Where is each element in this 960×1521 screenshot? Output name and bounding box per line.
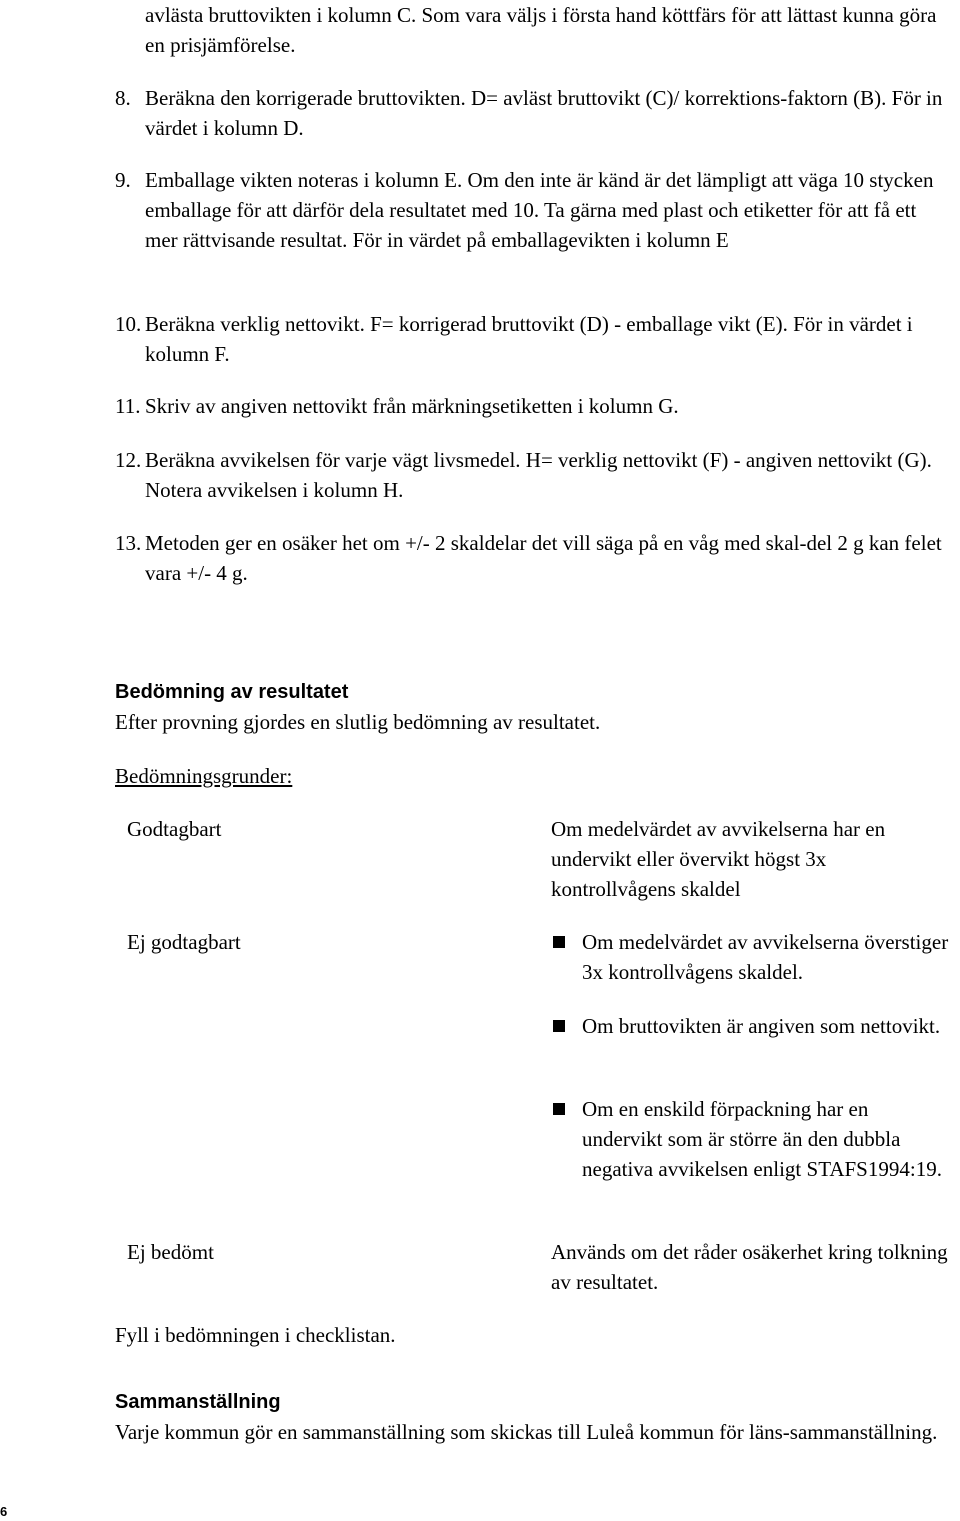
step-number: 9. [115,168,131,192]
not-assessed-term: Ej bedömt [127,1240,214,1264]
square-bullet-icon [553,1103,565,1115]
bullet-text: Om en enskild förpackning har en undervikt som är större än den dubbla negativa avvikelsen enligt STAFS1994:19. [582,1097,942,1181]
step-number: 11. [115,394,141,418]
not-approved-bullet [551,927,951,987]
not-approved-bullet [551,1094,951,1184]
page-number: 6 [0,1504,8,1519]
summary-text: Varje kommun gör en sammanställning som skickas till Luleå kommun för läns-sammanställning. [115,1420,938,1444]
not-approved-term: Ej godtagbart [127,930,241,954]
step-7-continuation: avlästa bruttovikten i kolumn C. Som vara väljs i första hand köttfärs för att lättast kunna göra en prisjämförelse. [145,3,937,57]
bullet-text: Om bruttovikten är angiven som nettovikt. [582,1014,941,1038]
step-text: Beräkna den korrigerade bruttovikten. D= avläst bruttovikt (C)/ korrektions-faktorn (B). För in värdet i kolumn D. [145,86,943,140]
square-bullet-icon [553,1020,565,1032]
step-number: 12. [115,448,142,472]
step-text: Beräkna avvikelsen för varje vägt livsmedel. H= verklig nettovikt (F) - angiven nettovikt (G). Notera avvikelsen i kolumn H. [145,448,932,502]
approved-term: Godtagbart [127,817,222,841]
step-number: 10. [115,312,142,336]
bullet-text: Om medelvärdet av avvikelserna överstiger 3x kontrollvågens skaldel. [582,930,949,984]
step-9 [115,165,945,255]
criteria-label: Bedömningsgrunder: [115,764,293,788]
step-number: 8. [115,86,131,110]
step-8 [115,83,945,143]
step-text: Emballage vikten noteras i kolumn E. Om den inte är känd är det lämpligt att väga 10 stycken emballage för att därför dela resultatet med 10. Ta gärna med plast och etiketter för att få ett mer rättvisande resultat. För in värdet på emballagevikten i kolumn E [145,168,934,252]
not-assessed-desc: Används om det råder osäkerhet kring tolkning av resultatet. [551,1240,948,1294]
summary-heading: Sammanställning [115,1391,281,1413]
step-text: Skriv av angiven nettovikt från märkningsetiketten i kolumn G. [145,394,679,418]
step-12 [115,445,945,505]
step-10 [115,309,945,369]
step-text: Beräkna verklig nettovikt. F= korrigerad bruttovikt (D) - emballage vikt (E). För in värdet i kolumn F. [145,312,913,366]
step-11 [115,391,945,421]
step-13 [115,528,945,588]
not-approved-bullet [551,1011,951,1041]
assessment-heading: Bedömning av resultatet [115,681,349,703]
step-text: Metoden ger en osäker het om +/- 2 skaldelar det vill säga på en våg med skal-del 2 g kan felet vara +/- 4 g. [145,531,942,585]
step-number: 13. [115,531,142,555]
square-bullet-icon [553,936,565,948]
assessment-intro: Efter provning gjordes en slutlig bedömning av resultatet. [115,710,601,734]
fill-note: Fyll i bedömningen i checklistan. [115,1323,396,1347]
approved-desc: Om medelvärdet av avvikelserna har en undervikt eller övervikt högst 3x kontrollvågens skaldel [551,817,886,901]
